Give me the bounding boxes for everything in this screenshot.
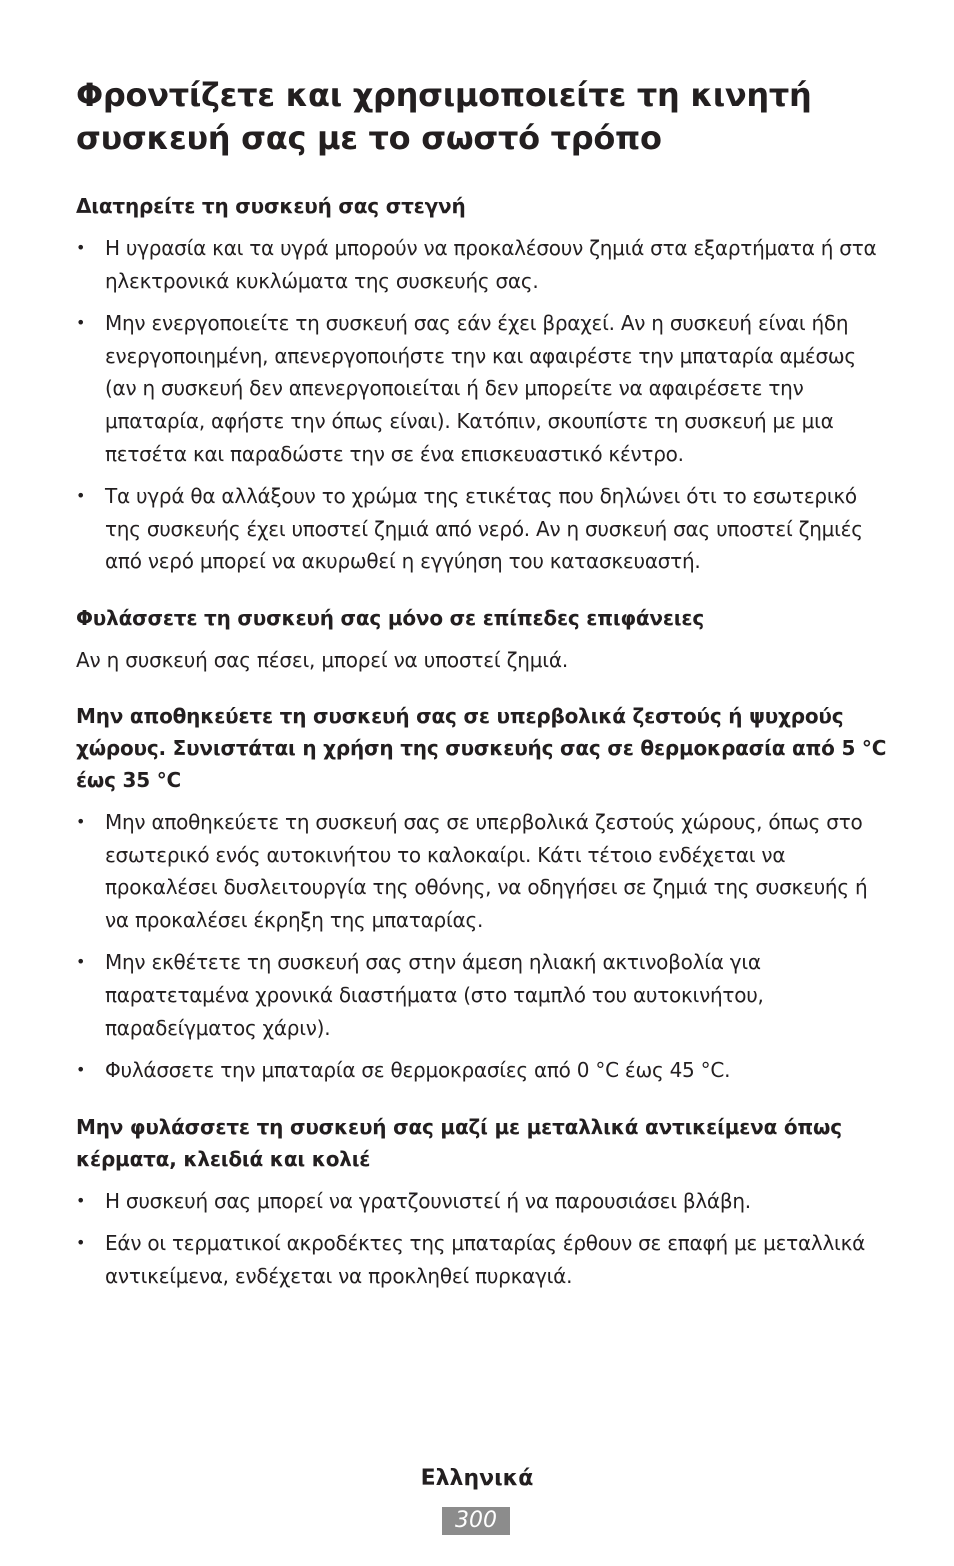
list-item: • Η συσκευή σας μπορεί να γρατζουνιστεί ή να παρουσιάσει βλάβη. — [76, 1185, 891, 1218]
footer-language: Ελληνικά — [420, 1466, 534, 1491]
section-flat-surfaces — [76, 602, 891, 676]
section-paragraph: Αν η συσκευή σας πέσει, μπορεί να υποστεί ζημιά. — [76, 647, 568, 672]
section-heading: Μην αποθηκεύετε τη συσκευή σας σε υπερβολικά ζεστούς ή ψυχρούς χώρους. Συνιστάται η χρήση της συσκευής σας σε θερμοκρασία από 5 °C έως 35 °C — [76, 703, 887, 792]
list-item: • Τα υγρά θα αλλάξουν το χρώμα της ετικέτας που δηλώνει ότι το εσωτερικό της συσκευής έχει υποστεί ζημιά από νερό. Αν η συσκευή σας υποστεί ζημιές από νερό μπορεί να ακυρωθεί η εγγύηση του κατασκευαστή. — [76, 480, 891, 578]
list-item: • Φυλάσσετε την μπαταρία σε θερμοκρασίες από 0 °C έως 45 °C. — [76, 1054, 891, 1087]
page-content — [76, 74, 891, 1316]
list-item: • Μην ενεργοποιείτε τη συσκευή σας εάν έχει βραχεί. Αν η συσκευή είναι ήδη ενεργοποιημένη, απενεργοποιήστε την και αφαιρέστε την μπαταρία αμέσως (αν η συσκευή δεν απενεργοποιείται ή δεν μπορείτε να αφαιρέσετε την μπαταρία, αφήστε την όπως είναι). Κατόπιν, σκουπίστε τη συσκευή με μια πετσέτα και παραδώστε την σε ένα επισκευαστικό κέντρο. — [76, 307, 891, 470]
section-heading: Διατηρείτε τη συσκευή σας στεγνή — [76, 194, 466, 218]
bullet-list — [76, 806, 891, 1087]
page-number: 300 — [442, 1507, 510, 1535]
section-heading: Φυλάσσετε τη συσκευή σας μόνο σε επίπεδες επιφάνειες — [76, 605, 704, 630]
section-metal-objects — [76, 1111, 891, 1293]
section-heading: Μην φυλάσσετε τη συσκευή σας μαζί με μεταλλικά αντικείμενα όπως κέρματα, κλειδιά και κολιέ — [76, 1114, 842, 1171]
list-item: • Μην αποθηκεύετε τη συσκευή σας σε υπερβολικά ζεστούς χώρους, όπως στο εσωτερικό ενός αυτοκινήτου το καλοκαίρι. Κάτι τέτοιο ενδέχεται να προκαλέσει δυσλειτουργία της οθόνης, να οδηγήσει σε ζημιά της συσκευής ή να προκαλέσει έκρηξη της μπαταρίας. — [76, 806, 891, 936]
page-title: Φροντίζετε και χρησιμοποιείτε τη κινητή συσκευή σας με το σωστό τρόπο — [76, 76, 812, 157]
list-item: • Εάν οι τερματικοί ακροδέκτες της μπαταρίας έρθουν σε επαφή με μεταλλικά αντικείμενα, ενδέχεται να προκληθεί πυρκαγιά. — [76, 1227, 891, 1292]
bullet-list — [76, 232, 891, 578]
section-keep-dry — [76, 190, 891, 578]
section-temperature — [76, 700, 891, 1087]
bullet-list — [76, 1185, 891, 1293]
list-item: • Η υγρασία και τα υγρά μπορούν να προκαλέσουν ζημιά στα εξαρτήματα ή στα ηλεκτρονικά κυκλώματα της συσκευής σας. — [76, 232, 891, 297]
list-item: • Μην εκθέτετε τη συσκευή σας στην άμεση ηλιακή ακτινοβολία για παρατεταμένα χρονικά διαστήματα (στο ταμπλό του αυτοκινήτου, παραδείγματος χάριν). — [76, 946, 891, 1044]
